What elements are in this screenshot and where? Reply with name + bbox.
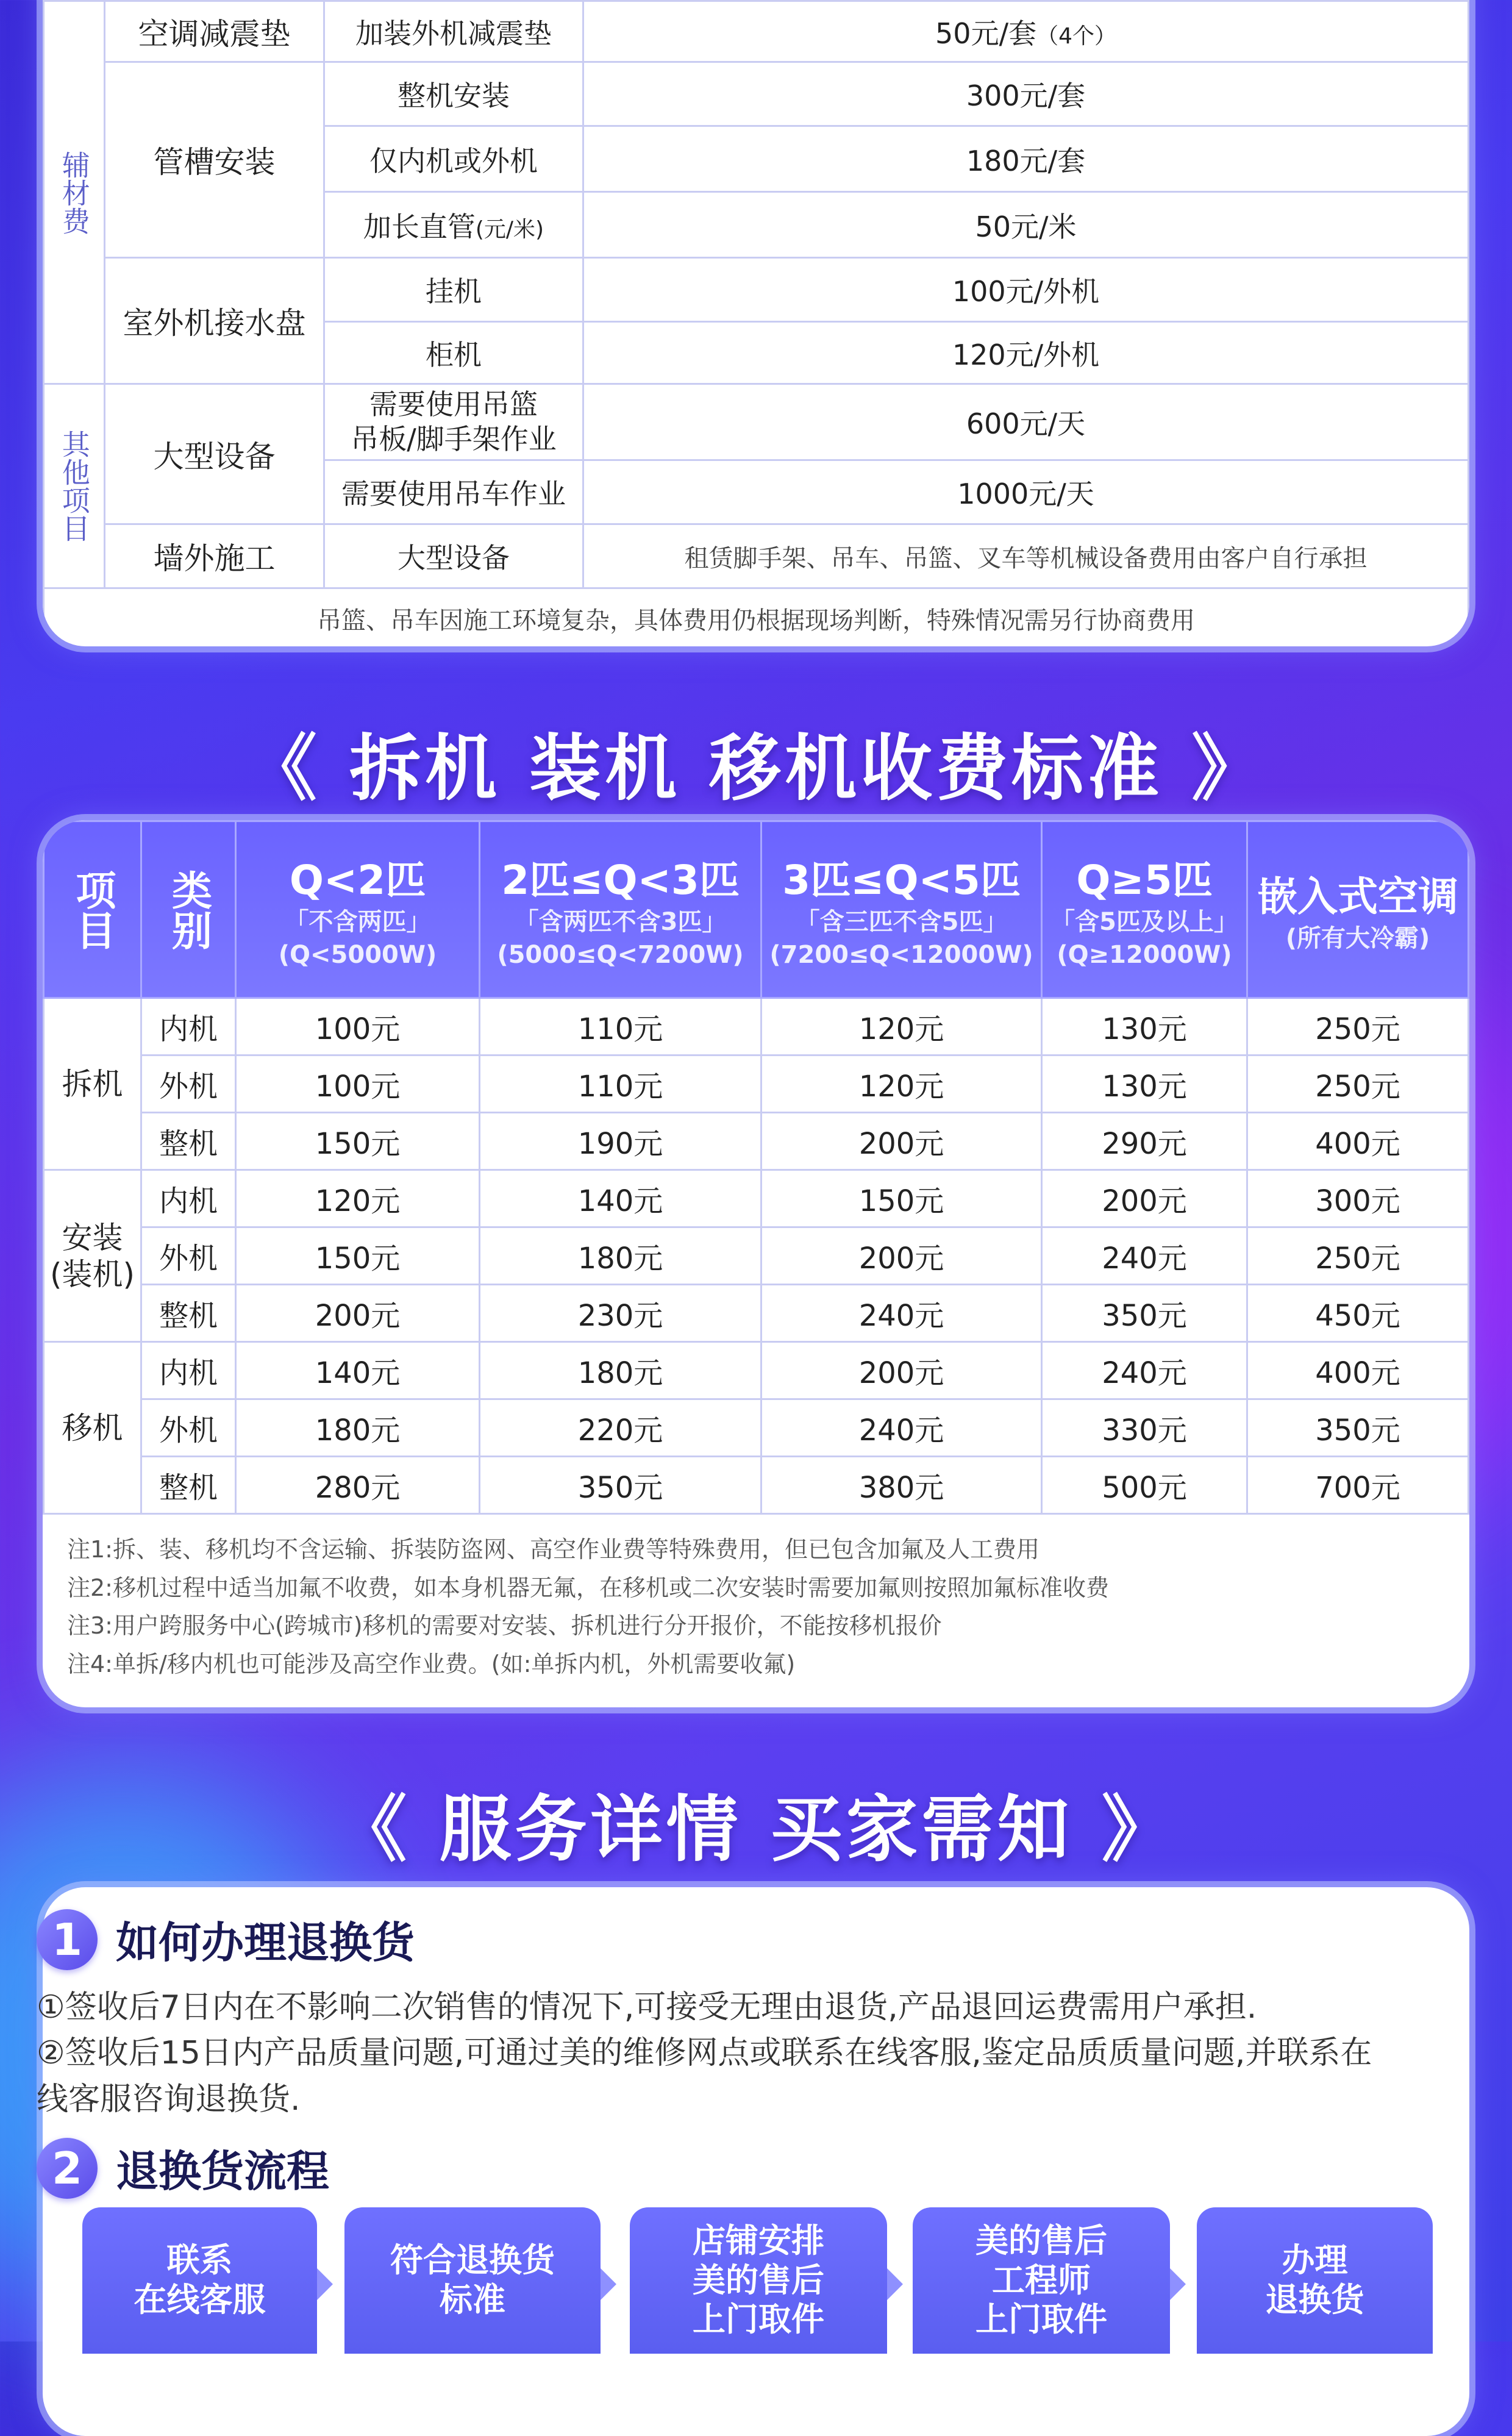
charge-row <box>44 1170 1469 1227</box>
fee-item: 室外机接水盘 <box>105 258 324 384</box>
charge-type: 外机 <box>141 1055 236 1113</box>
charge-type: 外机 <box>141 1399 236 1457</box>
number-badge: 1 <box>37 1909 98 1970</box>
charge-price: 100元 <box>236 1055 480 1113</box>
charge-price: 200元 <box>761 1227 1042 1285</box>
charge-notes <box>43 1515 1469 1699</box>
fee-price: 50元/米 <box>583 192 1469 258</box>
charge-price: 140元 <box>480 1170 761 1227</box>
charge-type: 外机 <box>141 1227 236 1285</box>
charge-price: 250元 <box>1247 1227 1469 1285</box>
charge-price: 180元 <box>480 1342 761 1399</box>
note-line: 注3:用户跨服务中心(跨城市)移机的需要对安装、拆机进行分开报价，不能按移机报价 <box>67 1612 942 1640</box>
charge-price: 120元 <box>236 1170 480 1227</box>
fee-item: 管槽安装 <box>105 62 324 258</box>
fee-table <box>43 0 1469 646</box>
flow-step: 美的售后 工程师 上门取件 <box>913 2207 1170 2354</box>
charge-price: 180元 <box>236 1399 480 1457</box>
charge-price: 380元 <box>761 1457 1042 1514</box>
charge-price: 230元 <box>480 1285 761 1342</box>
fee-price: 300元/套 <box>583 62 1469 126</box>
charge-price: 350元 <box>1042 1285 1247 1342</box>
service-item-1-text <box>37 1985 1396 2123</box>
charge-price: 200元 <box>761 1342 1042 1399</box>
flow-step: 符合退换货 标准 <box>344 2207 601 2354</box>
charge-price: 350元 <box>480 1457 761 1514</box>
service-item-2-heading <box>37 2137 329 2199</box>
charge-price: 280元 <box>236 1457 480 1514</box>
fee-price: 租赁脚手架、吊车、吊篮、叉车等机械设备费用由客户自行承担 <box>583 524 1469 588</box>
charge-price: 110元 <box>480 1055 761 1113</box>
charge-price: 120元 <box>761 1055 1042 1113</box>
charge-row <box>44 1113 1469 1170</box>
fee-type: 加装外机减震垫 <box>324 1 583 62</box>
number-badge: 2 <box>37 2138 98 2199</box>
charge-type: 整机 <box>141 1285 236 1342</box>
charge-price: 500元 <box>1042 1457 1247 1514</box>
flow-step: 联系 在线客服 <box>82 2207 317 2354</box>
group-label: 其他项目 <box>44 384 105 588</box>
fee-item: 大型设备 <box>105 384 324 524</box>
charge-price: 240元 <box>1042 1342 1247 1399</box>
fee-price: 600元/天 <box>583 384 1469 460</box>
charge-group: 拆机 <box>44 998 141 1170</box>
charge-price: 130元 <box>1042 1055 1247 1113</box>
charge-price: 180元 <box>480 1227 761 1285</box>
head-item: 项目 <box>44 821 141 998</box>
charge-price: 200元 <box>236 1285 480 1342</box>
flow-arrow-icon <box>317 2268 333 2300</box>
charge-type: 内机 <box>141 1170 236 1227</box>
fee-type: 大型设备 <box>324 524 583 588</box>
fee-type: 需要使用吊车作业 <box>324 460 583 524</box>
charge-row <box>44 1399 1469 1457</box>
head-col: 嵌入式空调 (所有大冷霸) <box>1247 821 1469 998</box>
fee-price: 120元/外机 <box>583 322 1469 384</box>
fee-type: 需要使用吊篮 吊板/脚手架作业 <box>324 384 583 460</box>
charge-price: 450元 <box>1247 1285 1469 1342</box>
head-type: 类别 <box>141 821 236 998</box>
charge-group: 安装 (装机) <box>44 1170 141 1342</box>
charge-price: 240元 <box>1042 1227 1247 1285</box>
flow-step: 店铺安排 美的售后 上门取件 <box>630 2207 887 2354</box>
charge-row <box>44 998 1469 1055</box>
charge-type: 整机 <box>141 1457 236 1514</box>
charge-type: 整机 <box>141 1113 236 1170</box>
note-line: 注2:移机过程中适当加氟不收费，如本身机器无氟，在移机或二次安装时需要加氟则按照加氟标准收费 <box>67 1574 1109 1601</box>
fee-footnote: 吊篮、吊车因施工环境复杂，具体费用仍根据现场判断，特殊情况需另行协商费用 <box>44 588 1469 647</box>
fee-price: 1000元/天 <box>583 460 1469 524</box>
fee-type: 仅内机或外机 <box>324 126 583 192</box>
charge-row <box>44 1055 1469 1113</box>
fee-price: 180元/套 <box>583 126 1469 192</box>
fee-price: 50元/套（4个） <box>583 1 1469 62</box>
fee-price: 100元/外机 <box>583 258 1469 322</box>
head-col: Q≥5匹 「含5匹及以上」 (Q≥12000W) <box>1042 821 1247 998</box>
charge-price: 150元 <box>236 1113 480 1170</box>
head-col: 2匹≤Q<3匹 「含两匹不含3匹」 (5000≤Q<7200W) <box>480 821 761 998</box>
charge-price: 330元 <box>1042 1399 1247 1457</box>
note-line: 注4:单拆/移内机也可能涉及高空作业费。(如:单拆内机，外机需要收氟) <box>67 1651 796 1678</box>
service-item-1-heading <box>37 1909 415 1970</box>
fee-item: 空调减震垫 <box>105 1 324 62</box>
charge-price: 240元 <box>761 1399 1042 1457</box>
return-rule-2: ②签收后15日内产品质量问题,可通过美的维修网点或联系在线客服,鉴定品质质量问题,并联系在线客服咨询退换货. <box>37 2035 1372 2118</box>
charge-price: 140元 <box>236 1342 480 1399</box>
charge-price: 350元 <box>1247 1399 1469 1457</box>
charge-card <box>43 820 1469 1707</box>
service-item-2-title: 退换货流程 <box>116 2146 329 2196</box>
charge-price: 200元 <box>1042 1170 1247 1227</box>
fee-item: 墙外施工 <box>105 524 324 588</box>
note-line: 注1:拆、装、移机均不含运输、拆装防盗网、高空作业费等特殊费用，但已包含加氟及人工费用 <box>67 1536 1040 1563</box>
fee-type: 加长直管(元/米) <box>324 192 583 258</box>
charge-row <box>44 1285 1469 1342</box>
charge-price: 190元 <box>480 1113 761 1170</box>
charge-price: 110元 <box>480 998 761 1055</box>
flow-arrow-icon <box>601 2268 616 2300</box>
charge-price: 150元 <box>761 1170 1042 1227</box>
charge-row <box>44 1342 1469 1399</box>
charge-row <box>44 1227 1469 1285</box>
charge-price: 220元 <box>480 1399 761 1457</box>
group-label: 辅材费 <box>44 1 105 384</box>
charge-price: 400元 <box>1247 1342 1469 1399</box>
fee-type: 挂机 <box>324 258 583 322</box>
fee-card <box>43 0 1469 646</box>
charge-type: 内机 <box>141 1342 236 1399</box>
charge-table <box>43 820 1469 1515</box>
head-col: 3匹≤Q<5匹 「含三匹不含5匹」 (7200≤Q<12000W) <box>761 821 1042 998</box>
charge-price: 250元 <box>1247 998 1469 1055</box>
charge-price: 130元 <box>1042 998 1247 1055</box>
charge-price: 250元 <box>1247 1055 1469 1113</box>
charge-group: 移机 <box>44 1342 141 1514</box>
fee-type: 柜机 <box>324 322 583 384</box>
charge-price: 150元 <box>236 1227 480 1285</box>
charge-price: 300元 <box>1247 1170 1469 1227</box>
head-col: Q<2匹 「不含两匹」 (Q<5000W) <box>236 821 480 998</box>
charge-row <box>44 1457 1469 1514</box>
service-item-1-title: 如何办理退换货 <box>116 1918 415 1968</box>
flow-arrow-icon <box>1170 2268 1186 2300</box>
charge-price: 200元 <box>761 1113 1042 1170</box>
fee-type: 整机安装 <box>324 62 583 126</box>
charge-price: 290元 <box>1042 1113 1247 1170</box>
flow-arrow-icon <box>887 2268 903 2300</box>
section-title-service: 《 服务详情 买家需知 》 <box>335 1787 1177 1871</box>
charge-price: 100元 <box>236 998 480 1055</box>
flow-step: 办理 退换货 <box>1197 2207 1433 2354</box>
charge-price: 120元 <box>761 998 1042 1055</box>
section-title-charges: 《 拆机 装机 移机收费标准 》 <box>244 726 1268 810</box>
return-rule-1: ①签收后7日内在不影响二次销售的情况下,可接受无理由退货,产品退回运费需用户承担. <box>37 1989 1257 2026</box>
charge-price: 700元 <box>1247 1457 1469 1514</box>
charge-price: 240元 <box>761 1285 1042 1342</box>
charge-type: 内机 <box>141 998 236 1055</box>
charge-price: 400元 <box>1247 1113 1469 1170</box>
